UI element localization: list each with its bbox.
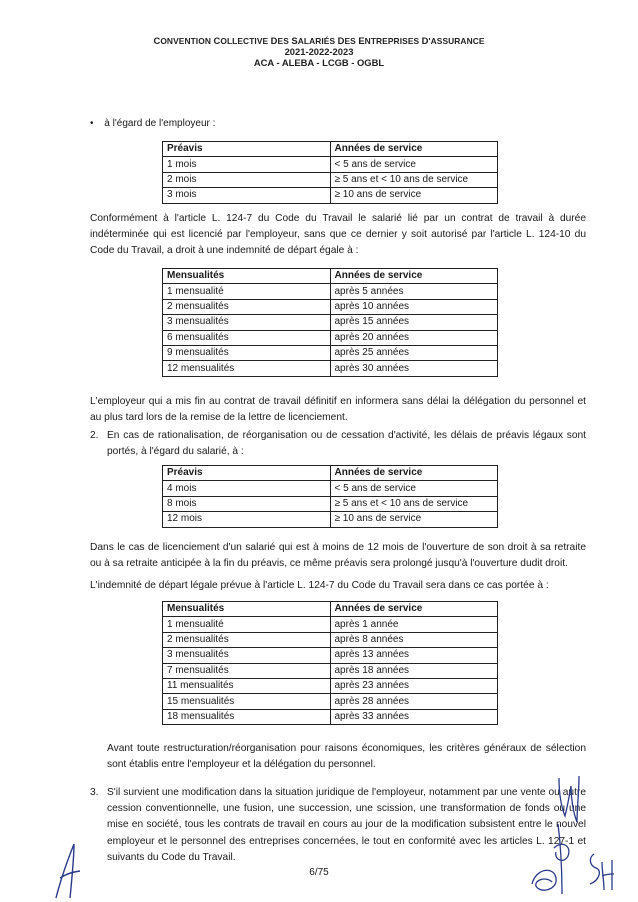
column-header: Années de service	[330, 269, 498, 284]
table-row	[163, 663, 498, 678]
table-cell: 12 mensualités	[163, 361, 331, 376]
handwritten-initials-left	[52, 838, 86, 902]
table-cell: 1 mois	[163, 157, 331, 172]
table-cell: 2 mensualités	[163, 299, 331, 314]
table-cell: 3 mois	[163, 188, 331, 203]
document-header-years: 2021-2022-2023	[284, 46, 354, 57]
table-cell: 8 mois	[163, 496, 331, 511]
handwritten-initials-right-3	[582, 846, 616, 894]
table-cell: ≥ 10 ans de service	[330, 512, 498, 527]
paragraph-legal-situation-change: S'il survient une modification dans la situation juridique de l'employeur, notamment par une vente ou autre cession conventionnelle, une fusion, une succession, une scission, une transformation de fonds ou une mise en société, tous les contrats de travail en cours au jour de la modification subsistent entre le nouvel employeur et le personnel des entreprises concernées, le tout en conformité avec les articles L. 127-1 et suivants du Code du Travail.	[107, 787, 586, 863]
table-cell: après 5 années	[330, 284, 498, 299]
table-cell: ≥ 10 ans de service	[330, 188, 498, 203]
table-cell: < 5 ans de service	[330, 481, 498, 496]
table-cell: 1 mensualité	[163, 284, 331, 299]
table-cell: ≥ 5 ans et < 10 ans de service	[330, 496, 498, 511]
table-row	[163, 496, 498, 511]
list-number-3: 3.	[90, 787, 99, 798]
column-header: Mensualités	[163, 602, 331, 617]
table-row	[163, 330, 498, 345]
table-row	[163, 512, 498, 527]
table-row	[163, 315, 498, 330]
table-row	[163, 188, 498, 203]
table-cell: après 18 années	[330, 663, 498, 678]
table-row	[163, 157, 498, 172]
table-cell: après 8 années	[330, 632, 498, 647]
table-row	[163, 617, 498, 632]
table-cell: 6 mensualités	[163, 330, 331, 345]
table-cell: 2 mois	[163, 172, 331, 187]
list-number-2: 2.	[90, 430, 99, 441]
table-cell: après 25 années	[330, 345, 498, 360]
table-header-row	[163, 142, 498, 157]
table-cell: 18 mensualités	[163, 709, 331, 724]
table-header-row	[163, 269, 498, 284]
paragraph-rationalisation: En cas de rationalisation, de réorganisation ou de cessation d'activité, les délais de préavis légaux sont portés, à l'égard du salarié, à :	[107, 430, 586, 458]
increased-severance-table	[162, 601, 498, 725]
table-row	[163, 694, 498, 709]
table-cell: 3 mensualités	[163, 315, 331, 330]
bullet-text: à l'égard de l'employeur :	[104, 118, 216, 129]
table-cell: 15 mensualités	[163, 694, 331, 709]
table-cell: ≥ 5 ans et < 10 ans de service	[330, 172, 498, 187]
table-row	[163, 709, 498, 724]
table-row	[163, 648, 498, 663]
table-cell: 3 mensualités	[163, 648, 331, 663]
table-cell: 12 mois	[163, 512, 331, 527]
table-cell: après 20 années	[330, 330, 498, 345]
table-cell: après 1 année	[330, 617, 498, 632]
table-cell: 2 mensualités	[163, 632, 331, 647]
document-header-title: CONVENTION COLLECTIVE DES SALARIÉS DES ENTREPRISES D'ASSURANCE	[153, 35, 485, 46]
column-header: Préavis	[163, 142, 331, 157]
table-cell: après 28 années	[330, 694, 498, 709]
column-header: Années de service	[330, 602, 498, 617]
table-row	[163, 299, 498, 314]
paragraph-severance-intro: Conformément à l'article L. 124-7 du Code du Travail le salarié lié par un contrat de travail à durée indéterminée qui est licencié par l'employeur, sans que ce dernier y soit autorisé par l'article L. 124-10 du Code du Travail, a droit à une indemnité de départ égale à :	[90, 213, 586, 257]
handwritten-initials-right-2	[528, 820, 574, 898]
table-cell: 11 mensualités	[163, 678, 331, 693]
column-header: Préavis	[163, 466, 331, 481]
bullet-list-item	[90, 118, 215, 129]
paragraph-retirement-extension: Dans le cas de licenciement d'un salarié qui est à moins de 12 mois de l'ouverture de son droit à sa retraite ou à sa retraite anticipée à la fin du préavis, ce même préavis sera prolongé jusqu'à l'ouverture dudit droit.	[90, 542, 586, 570]
table-row	[163, 284, 498, 299]
paragraph-selection-criteria: Avant toute restructuration/réorganisation pour raisons économiques, les critères généraux de sélection sont établis entre l'employeur et la délégation du personnel.	[107, 743, 586, 771]
table-cell: après 10 années	[330, 299, 498, 314]
table-row	[163, 361, 498, 376]
table-row	[163, 632, 498, 647]
table-cell: après 13 années	[330, 648, 498, 663]
table-header-row	[163, 602, 498, 617]
table-row	[163, 345, 498, 360]
bullet-icon: •	[90, 118, 94, 129]
table-cell: 4 mois	[163, 481, 331, 496]
paragraph-notify-delegation: L'employeur qui a mis fin au contrat de travail définitif en informera sans délai la délégation du personnel et au plus tard lors de la remise de la lettre de licenciement.	[90, 396, 586, 424]
notice-period-employer-table	[162, 141, 498, 204]
column-header: Années de service	[330, 466, 498, 481]
table-row	[163, 172, 498, 187]
paragraph-severance-increase: L'indemnité de départ légale prévue à l'article L. 124-7 du Code du Travail sera dans ce cas portée à :	[90, 580, 549, 591]
table-cell: 7 mensualités	[163, 663, 331, 678]
column-header: Mensualités	[163, 269, 331, 284]
table-cell: 9 mensualités	[163, 345, 331, 360]
table-cell: 1 mensualité	[163, 617, 331, 632]
table-cell: après 23 années	[330, 678, 498, 693]
table-cell: après 30 années	[330, 361, 498, 376]
severance-pay-table	[162, 268, 498, 377]
table-row	[163, 481, 498, 496]
table-cell: < 5 ans de service	[330, 157, 498, 172]
notice-period-rationalisation-table	[162, 465, 498, 528]
page-number: 6/75	[309, 867, 329, 878]
column-header: Années de service	[330, 142, 498, 157]
table-cell: après 33 années	[330, 709, 498, 724]
table-row	[163, 678, 498, 693]
document-header-parties: ACA - ALEBA - LCGB - OGBL	[253, 57, 385, 68]
table-header-row	[163, 466, 498, 481]
table-cell: après 15 années	[330, 315, 498, 330]
